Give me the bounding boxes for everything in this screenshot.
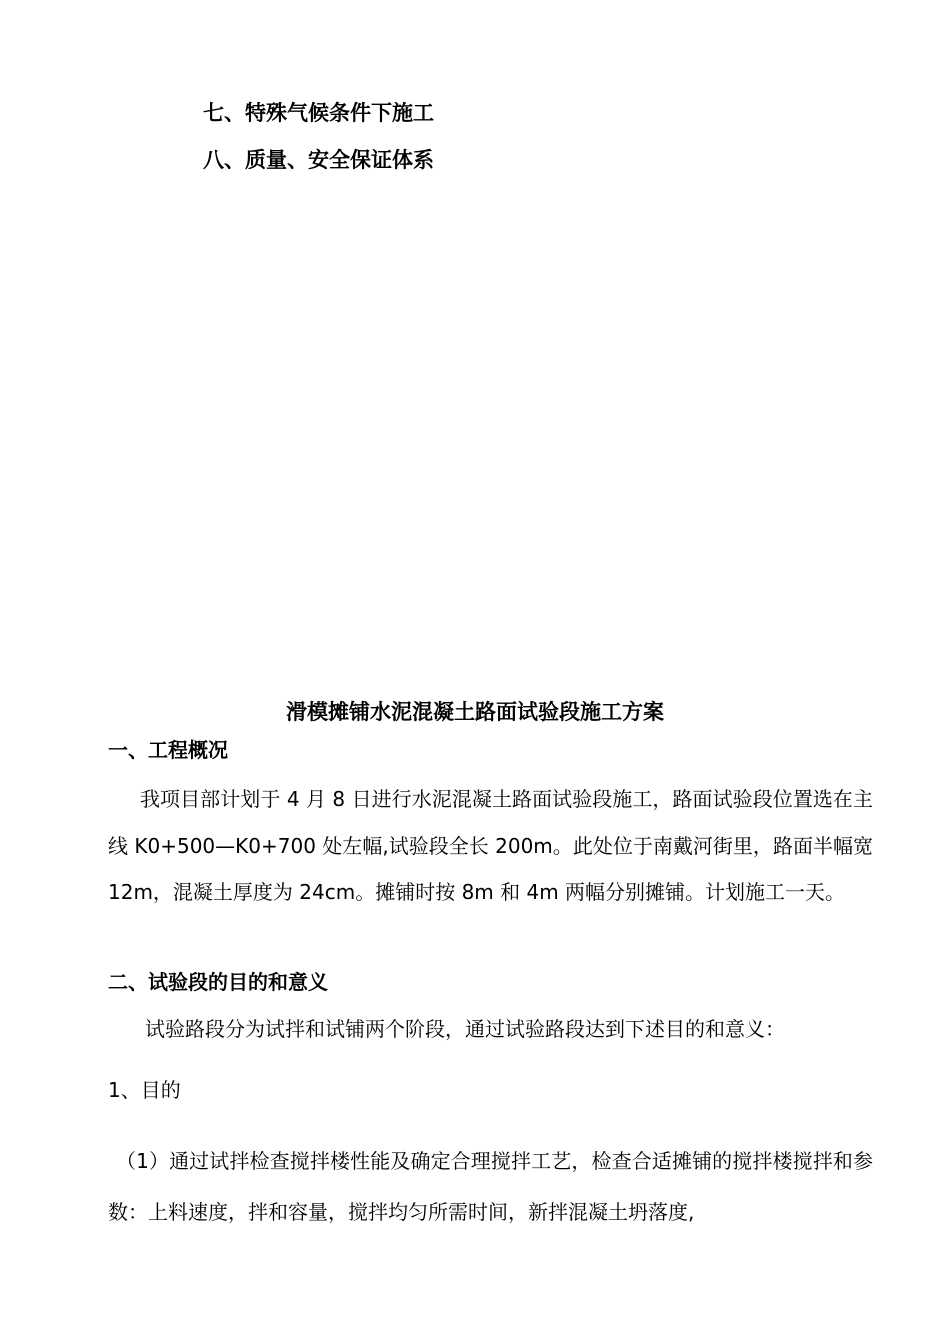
toc-item-7: 七、特殊气候条件下施工 [203,101,434,125]
document-title: 滑模摊铺水泥混凝土路面试验段施工方案 [286,700,664,724]
section-1-paragraph: 我项目部计划于 4 月 8 日进行水泥混凝土路面试验段施工，路面试验段位置选在主线 K0+500—K0+700 处左幅,试验段全长 200m。此处位于南戴河街里，路面半幅宽 12m，混凝土厚度为 24cm。摊铺时按 8m 和 4m 两幅分别摊铺。计划施工一天。 [108,787,873,904]
subsection-1-label: 1、目的 [108,1078,181,1102]
section-1-heading: 一、工程概况 [108,738,228,762]
section-2-heading: 二、试验段的目的和意义 [108,970,328,994]
toc-item-8: 八、质量、安全保证体系 [203,148,434,172]
subsection-1-item-1: （1）通过试拌检查搅拌楼性能及确定合理搅拌工艺，检查合适摊铺的搅拌楼搅拌和参数：上料速度，拌和容量，搅拌均匀所需时间，新拌混凝土坍落度, [108,1149,873,1224]
section-2-intro: 试验路段分为试拌和试铺两个阶段，通过试验路段达到下述目的和意义： [145,1017,785,1041]
